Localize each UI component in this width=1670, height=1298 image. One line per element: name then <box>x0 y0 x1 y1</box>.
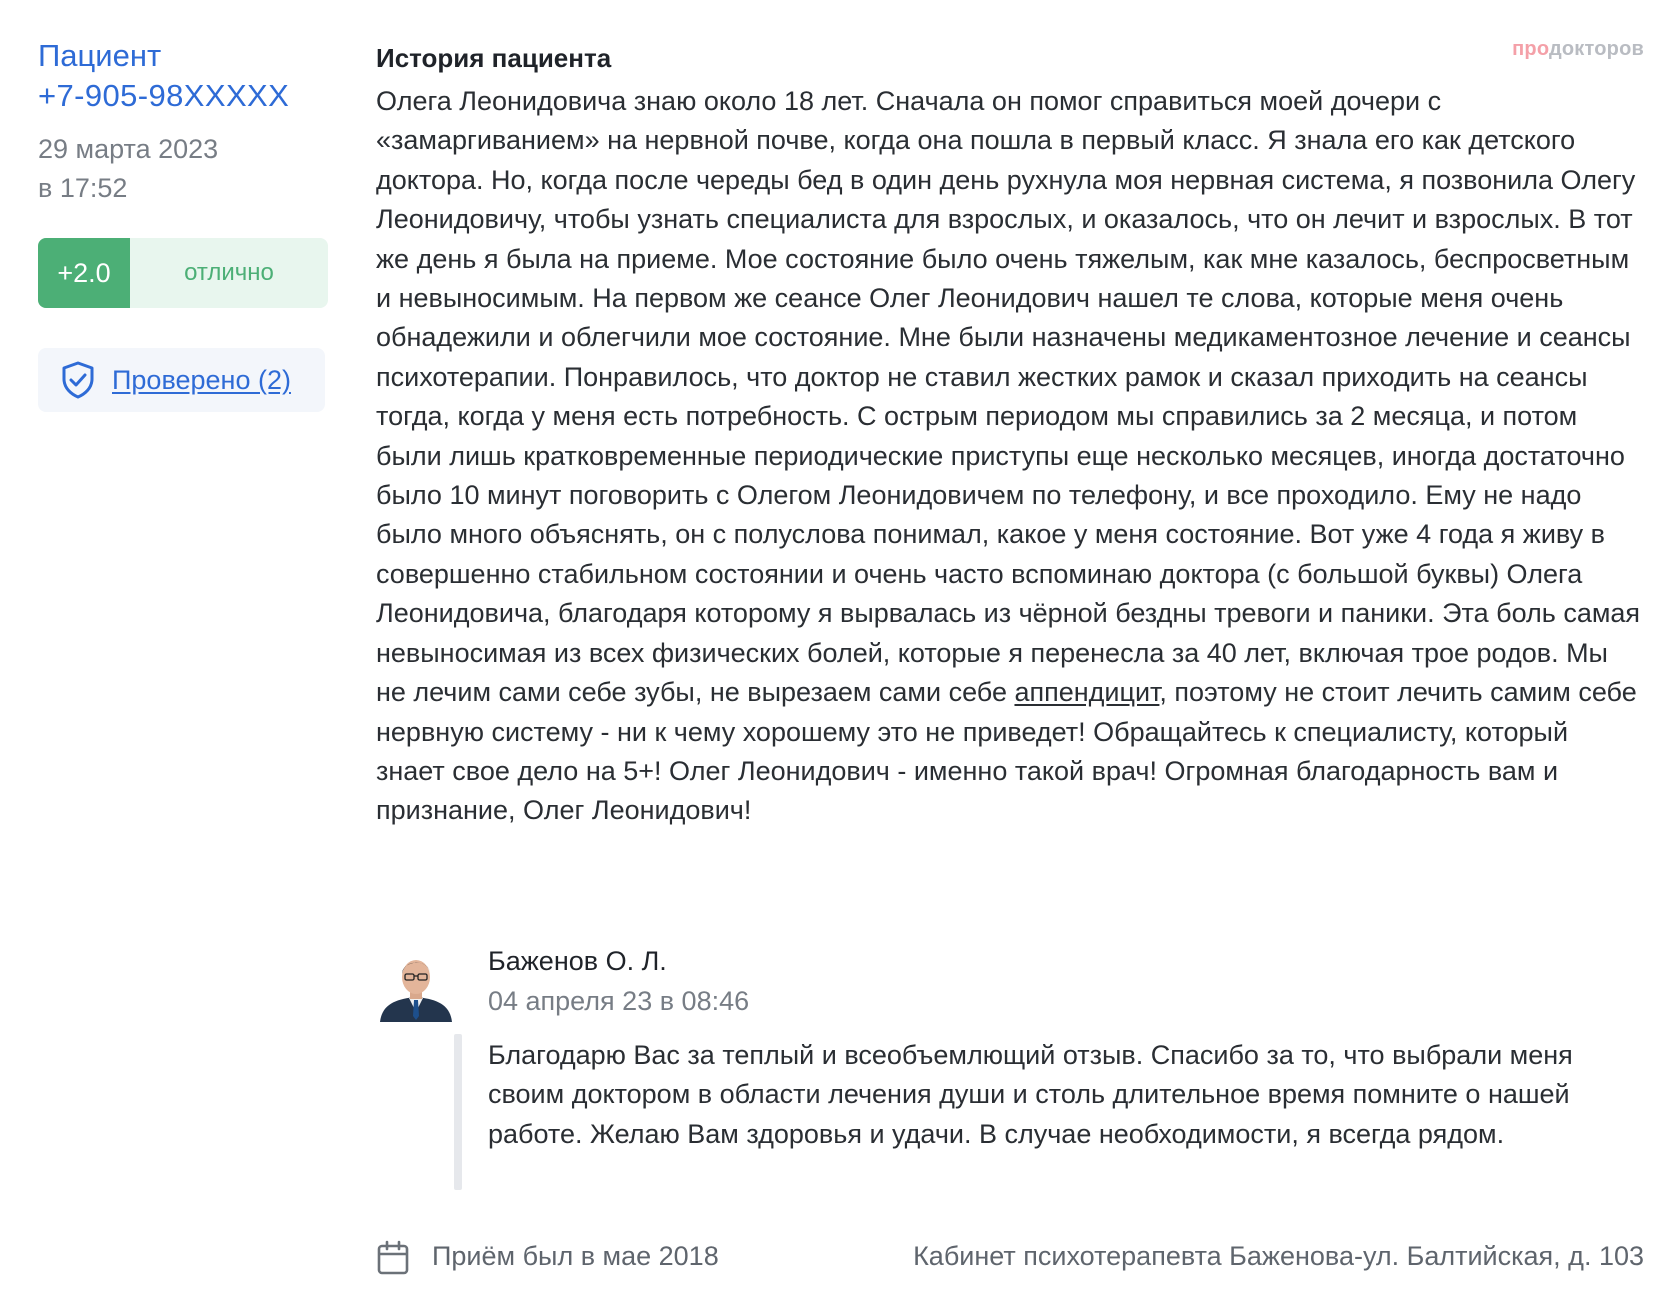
patient-column <box>38 36 328 412</box>
shield-check-icon <box>58 360 98 400</box>
doctor-avatar[interactable] <box>376 950 456 1022</box>
rating-badge <box>38 238 328 308</box>
doctor-photo <box>376 950 456 1022</box>
visit-footer <box>376 1236 1644 1280</box>
appendicitis-link[interactable]: аппендицит <box>1014 677 1160 708</box>
logo-part-2: докторов <box>1549 38 1644 60</box>
verified-badge[interactable] <box>38 348 325 412</box>
review-title: История пациента <box>376 43 612 73</box>
reply-date: 04 апреля 23 в 08:46 <box>488 986 750 1016</box>
review-body <box>376 40 1644 831</box>
reply-quote-bar <box>454 1034 462 1190</box>
clinic-address[interactable]: Кабинет психотерапевта Баженова-ул. Балтийская, д. 103 <box>913 1241 1644 1271</box>
review-date <box>38 130 328 208</box>
review-text <box>376 82 1644 831</box>
rating-score: +2.0 <box>38 238 130 308</box>
review-date-time: в 17:52 <box>38 173 128 203</box>
review-text-part-1: Олега Леонидовича знаю около 18 лет. Сначала он помог справиться моей дочери с «замаргиванием» на нервной почве, когда она пошла в первый класс. Я знала его как детского доктора. Но, когда после череды бед в один день рухнула моя нервная система, я позвонила Олегу Леонидовичу, чтобы узнать специалиста для взрослых, и оказалось, что он лечит и взрослых. В тот же день я была на приеме. Мое состояние было очень тяжелым, как мне казалось, беспросветным и невыносимым. На первом же сеансе Олег Леонидович нашел те слова, которые меня очень обнадежили и облегчили мое состояние. Мне были назначены медикаментозное лечение и сеансы психотерапии. Понравилось, что доктор не ставил жестких рамок и сказал приходить на сеансы тогда, когда у меня есть потребность. С острым периодом мы справились за 2 месяца, и потом были лишь кратковременные периодические приступы еще несколько месяцев, иногда достаточно было 10 минут поговорить с Олегом Леонидовичем по телефону, и все проходило. Ему не надо было много объяснять, он с полуслова понимал, какое у меня состояние. Вот уже 4 года я живу в совершенно стабильном состоянии и очень часто вспоминаю доктора (с большой буквы) Олега Леонидовича, благодаря которому я вырвалась из чёрной бездны тревоги и паники. Эта боль самая невыносимая из всех физических болей, которые я перенесла за 40 лет, включая трое родов. Мы не лечим сами себе зубы, не вырезаем сами себе <box>376 86 1641 708</box>
visit-date: Приём был в мае 2018 <box>432 1241 719 1271</box>
patient-name[interactable]: Пациент <box>38 38 162 73</box>
verified-link[interactable]: Проверено (2) <box>112 364 291 395</box>
review-text-part-2: , поэтому не стоит лечить самим себе нервную систему - ни к чему хорошему это не приведет! Обращайтесь к специалисту, который знает свое дело на 5+! Олег Леонидович - именно такой врач! Огромная благодарность вам и признание, Олег Леонидович! <box>376 677 1637 826</box>
logo-part-1: про <box>1512 38 1549 60</box>
review-date-day: 29 марта 2023 <box>38 134 219 164</box>
rating-word: отлично <box>184 259 274 286</box>
reply-text: Благодарю Вас за теплый и всеобъемлющий отзыв. Спасибо за то, что выбрали меня своим доктором в области лечения души и столь длительное время помните о нашей работе. Желаю Вам здоровья и удачи. В случае необходимости, я всегда рядом. <box>488 1040 1573 1149</box>
reply-author[interactable]: Баженов О. Л. <box>488 946 667 976</box>
patient-phone[interactable]: +7-905-98XXXXX <box>38 78 290 113</box>
calendar-icon <box>376 1240 410 1276</box>
